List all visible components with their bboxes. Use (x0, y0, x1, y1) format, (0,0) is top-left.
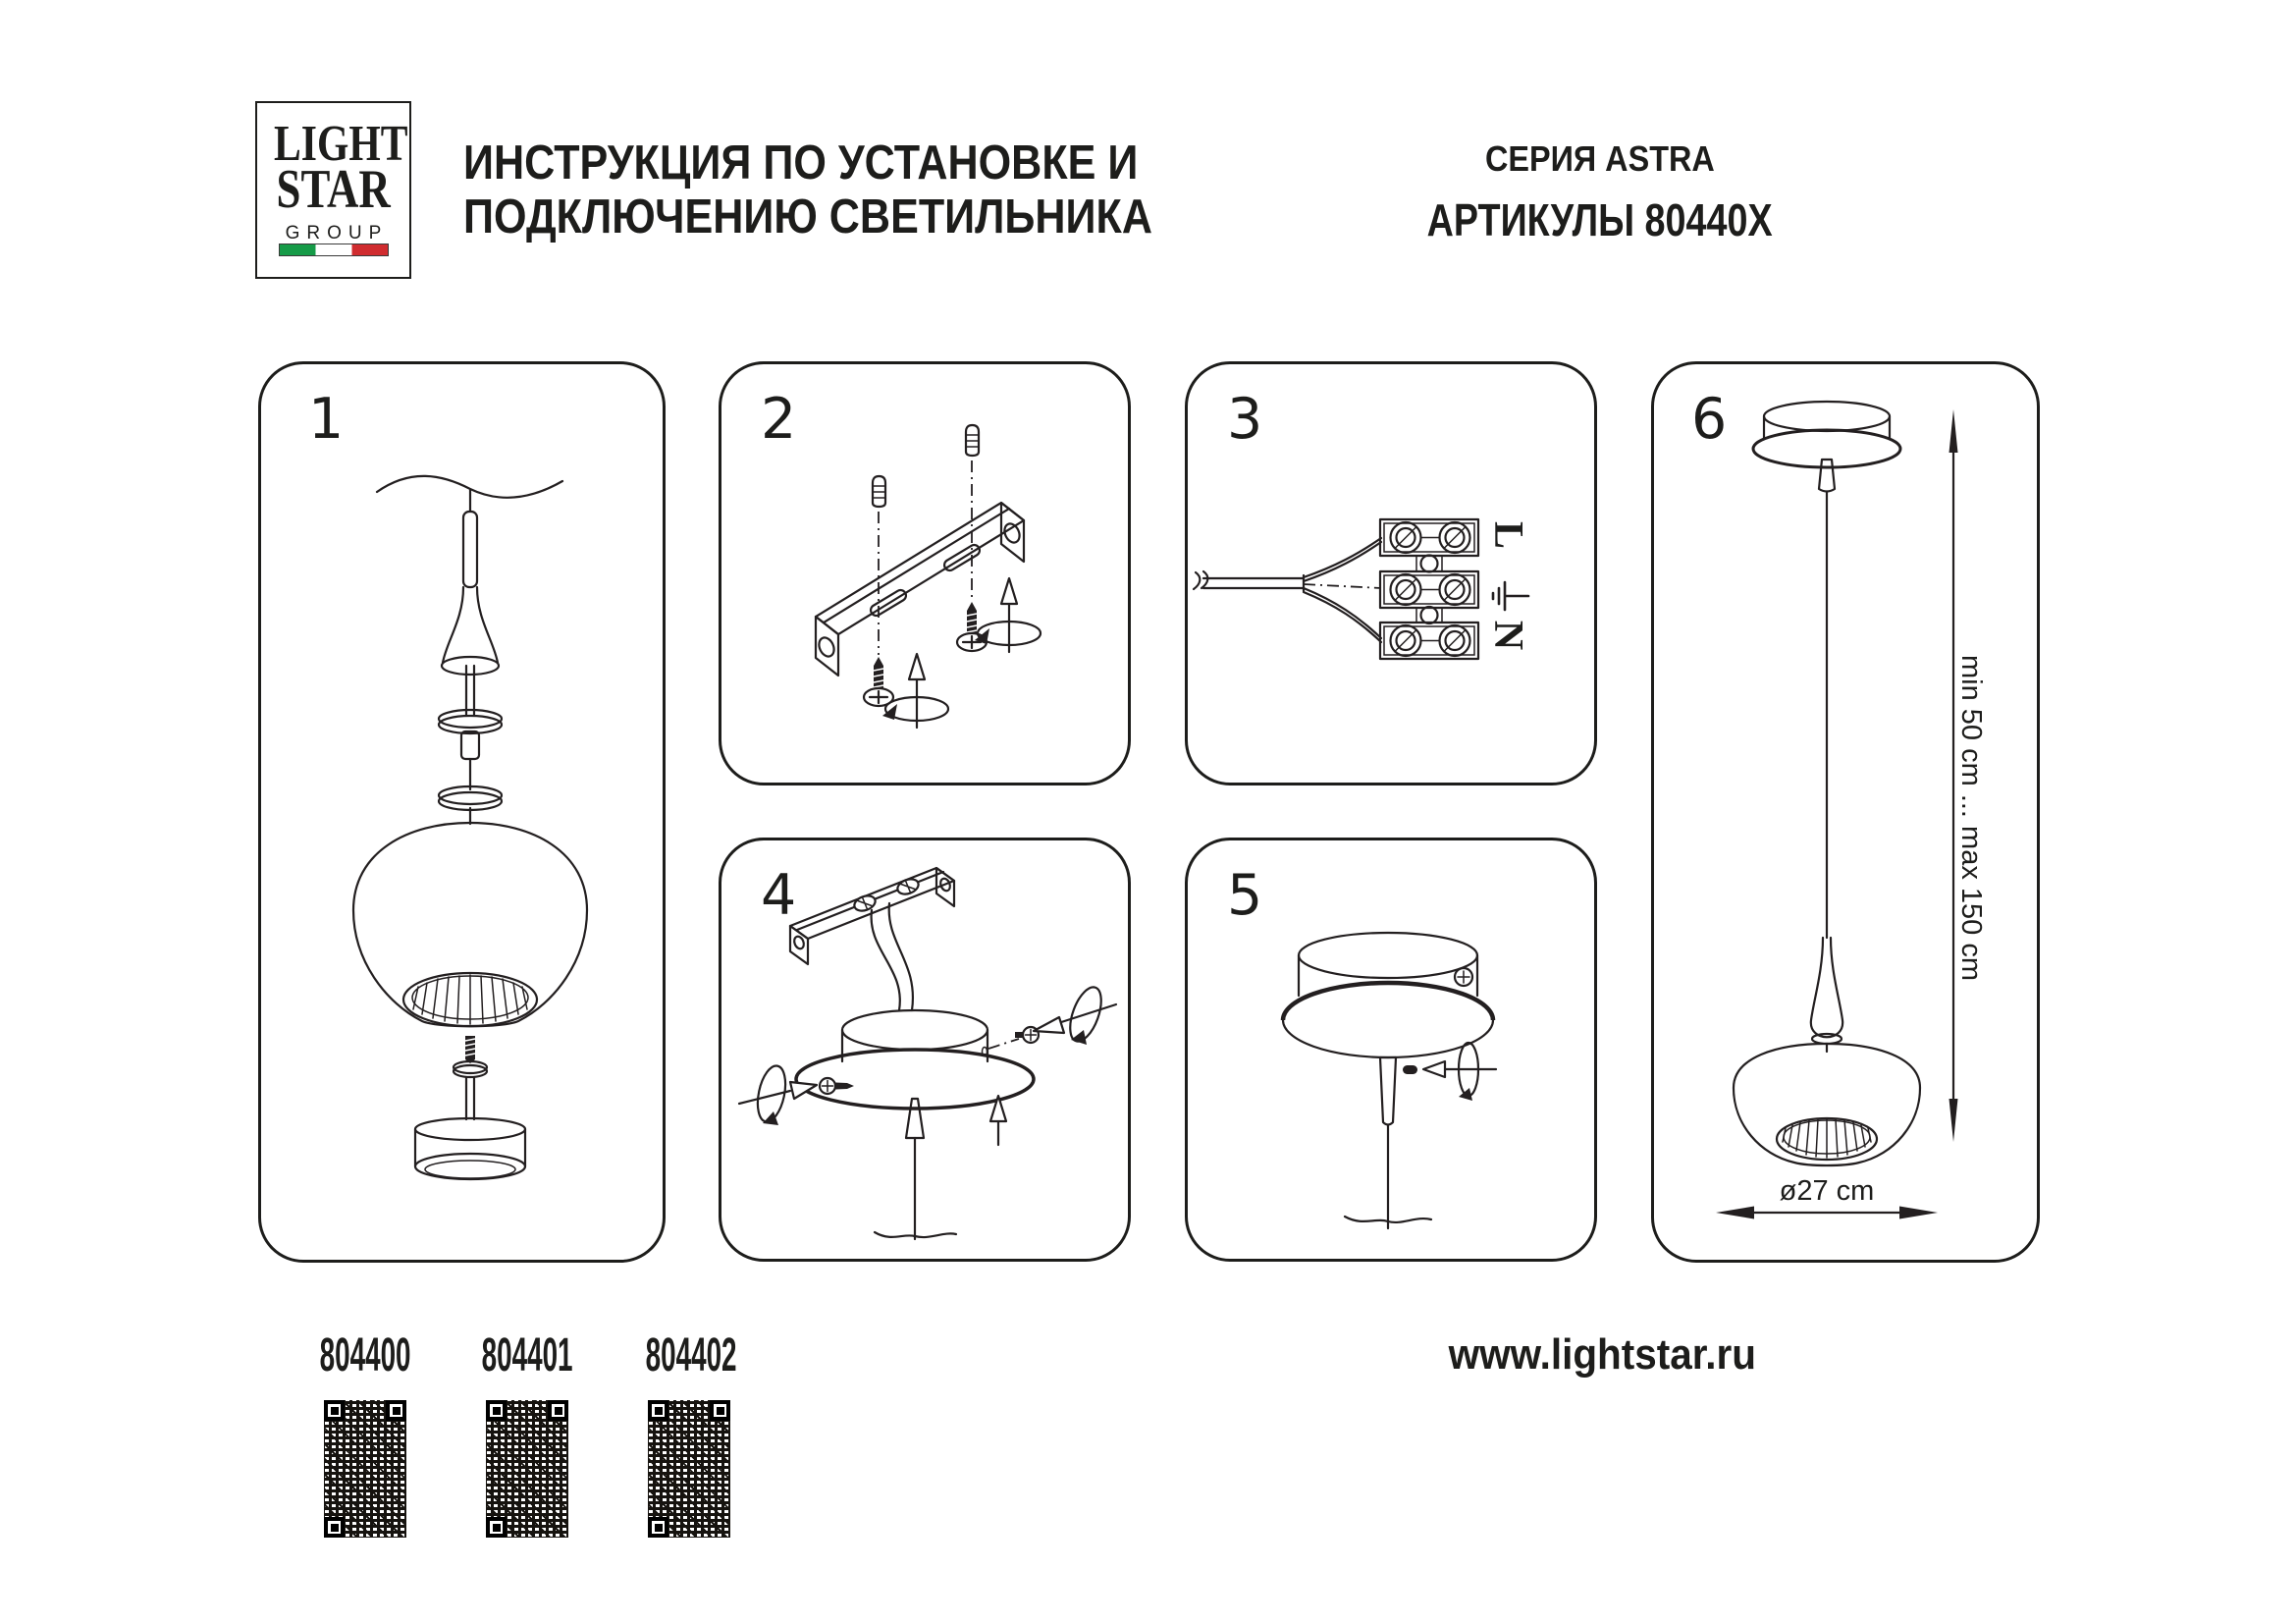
supply-wires (872, 903, 913, 1010)
step-panel-6 (1651, 361, 2040, 1263)
step-number-5: 5 (1227, 863, 1263, 928)
cord-grip (875, 1099, 956, 1239)
mains-cable (1194, 538, 1381, 642)
step-number-1: 1 (308, 387, 345, 452)
ceiling-canopy (1753, 402, 1900, 492)
title-line-2: ПОДКЛЮЧЕНИЮ СВЕТИЛЬНИКА (463, 190, 1153, 244)
lightstar-logo (255, 101, 411, 279)
set-screw (1403, 1065, 1417, 1074)
pendant-exploded-diagram (261, 364, 663, 1260)
wall-plug (966, 425, 979, 456)
step-panel-1 (258, 361, 666, 1263)
terminal-block-wiring-diagram (1188, 364, 1594, 783)
qr-code (322, 1398, 408, 1540)
threaded-screw (454, 1036, 487, 1077)
glass-shade (353, 823, 587, 1026)
screw-in-arrow-icon (882, 654, 948, 728)
logo-word-group: GROUP (285, 223, 389, 244)
article-number: 804401 (481, 1329, 573, 1381)
logo-word-light: LIGHT (274, 116, 408, 172)
page-title (463, 135, 1268, 244)
title-line-1: ИНСТРУКЦИЯ ПО УСТАНОВКЕ И (463, 136, 1139, 189)
up-arrow-icon (990, 1096, 1006, 1145)
article-number: 804400 (319, 1329, 411, 1381)
screw-in-arrow-icon (975, 578, 1041, 652)
terminal-screws (1391, 522, 1470, 656)
terminal-label-line: L (1485, 520, 1530, 549)
rotate-arrow-icon (1034, 983, 1116, 1045)
canopy-cord-grip-diagram (1188, 840, 1594, 1259)
terminal-label-neutral: N (1485, 620, 1530, 651)
mounting-bracket-diagram (721, 364, 1128, 783)
series-block (1374, 139, 1826, 244)
step-number-4: 4 (761, 863, 797, 928)
step-panel-3 (1185, 361, 1597, 785)
step-number-2: 2 (761, 387, 797, 452)
rotate-arrow-icon (739, 1063, 817, 1125)
teardrop-grip (442, 587, 499, 675)
diameter-dimension-arrow (1716, 1207, 1938, 1219)
qr-code (646, 1398, 732, 1540)
canopy-mounting-diagram (721, 840, 1128, 1259)
step-number-6: 6 (1691, 387, 1728, 452)
italy-flag-icon (279, 244, 389, 256)
bottom-cap (415, 1118, 525, 1179)
step-number-3: 3 (1227, 387, 1263, 452)
suspension-cord (377, 476, 562, 512)
series-label: СЕРИЯ ASTRA (1485, 138, 1715, 179)
rod (466, 666, 474, 715)
cord-tube (463, 512, 477, 587)
upper-ring (439, 710, 502, 733)
wall-plug (873, 476, 885, 507)
nipple (461, 731, 479, 759)
ceiling-canopy (1283, 933, 1493, 1057)
logo-word-star: STAR (276, 159, 391, 220)
screw (864, 657, 893, 706)
cord-grip (1345, 1057, 1431, 1228)
mounting-bracket (816, 503, 1024, 676)
teardrop-grip (1811, 938, 1842, 1052)
step-panel-5 (1185, 838, 1597, 1262)
side-screw (820, 1078, 854, 1094)
diameter-dimension-label: ø27 cm (1779, 1175, 1875, 1207)
earth-ground-icon (1485, 576, 1530, 616)
article-number: 804402 (645, 1329, 737, 1381)
height-dimension-label: min 50 cm ... max 150 cm (1955, 655, 1987, 981)
glass-shade (1734, 1044, 1920, 1165)
website-url: www.lightstar.ru (1448, 1330, 1756, 1379)
rotate-arrow-icon (1423, 1043, 1496, 1101)
step-panel-2 (719, 361, 1131, 785)
step-panel-4 (719, 838, 1131, 1262)
qr-code (484, 1398, 570, 1540)
articles-heading: АРТИКУЛЫ 80440X (1427, 194, 1773, 245)
terminal-block (1380, 519, 1478, 659)
